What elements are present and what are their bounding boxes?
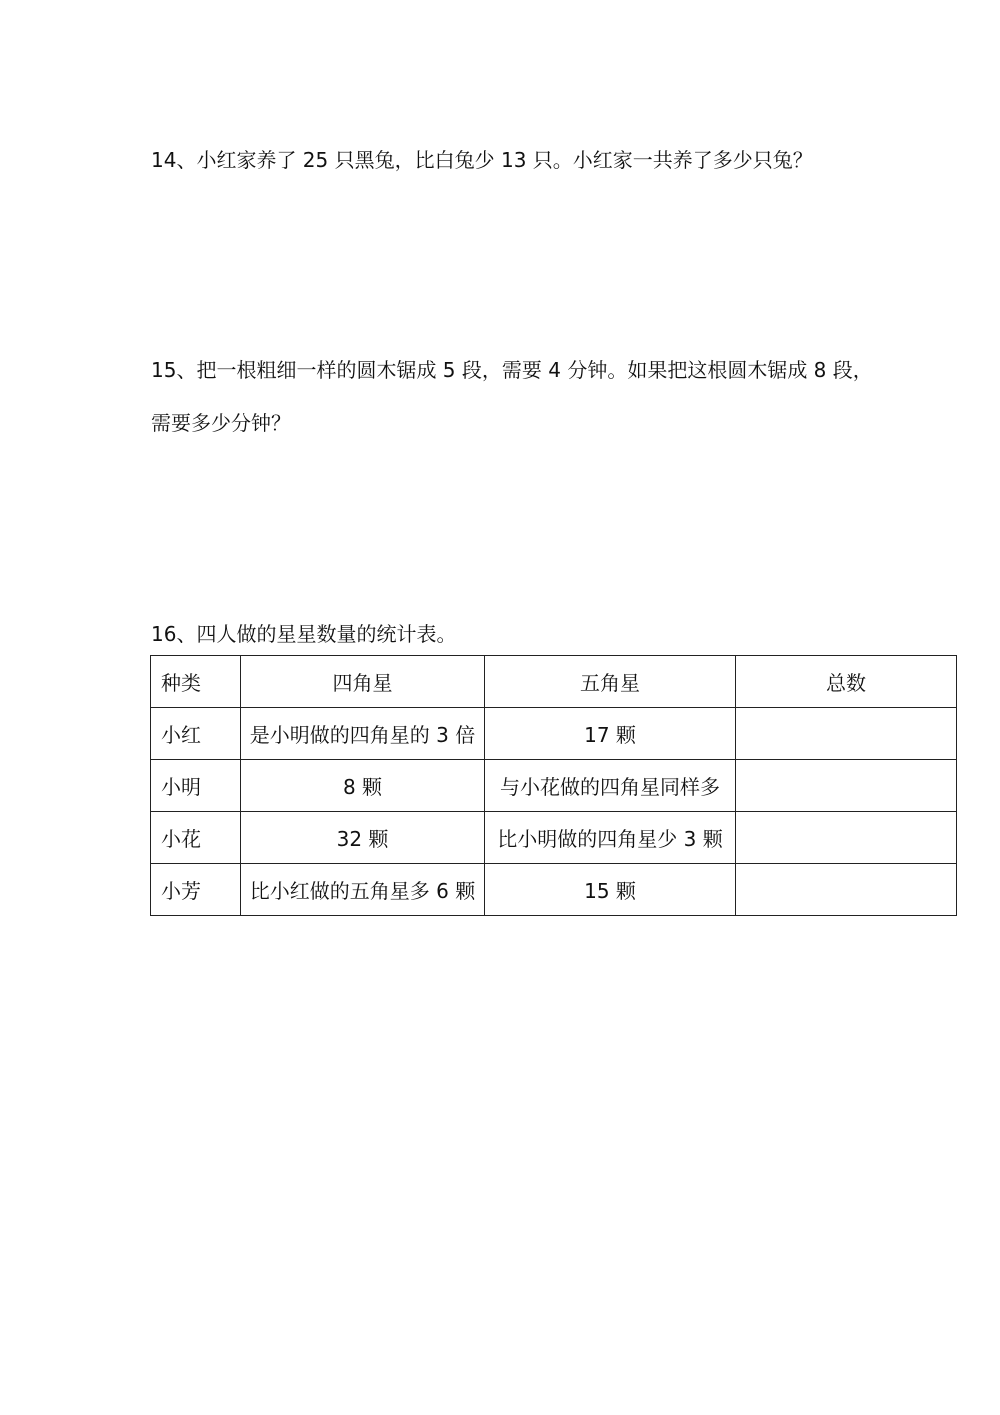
row-name: 小花: [151, 812, 241, 864]
row-four-point: 比小红做的五角星多 6 颗: [241, 864, 485, 916]
table-row: [151, 760, 957, 812]
row-total-blank[interactable]: [736, 812, 957, 864]
table-header-row: [151, 656, 957, 708]
row-five-point: 比小明做的四角星少 3 颗: [485, 812, 736, 864]
row-five-point: 17 颗: [485, 708, 736, 760]
row-name: 小芳: [151, 864, 241, 916]
header-total: 总数: [736, 656, 957, 708]
row-five-point: 与小花做的四角星同样多: [485, 760, 736, 812]
row-total-blank[interactable]: [736, 760, 957, 812]
table-row: [151, 812, 957, 864]
row-name: 小明: [151, 760, 241, 812]
table-row: [151, 708, 957, 760]
header-five-point-star: 五角星: [485, 656, 736, 708]
header-type: 种类: [151, 656, 241, 708]
question-15-line-2: 需要多少分钟？: [151, 411, 291, 435]
header-four-point-star: 四角星: [241, 656, 485, 708]
row-total-blank[interactable]: [736, 708, 957, 760]
row-name: 小红: [151, 708, 241, 760]
question-14: 14、小红家养了 25 只黑兔，比白兔少 13 只。小红家一共养了多少只兔？: [151, 148, 813, 172]
row-total-blank[interactable]: [736, 864, 957, 916]
table-row: [151, 864, 957, 916]
row-four-point: 是小明做的四角星的 3 倍: [241, 708, 485, 760]
row-five-point: 15 颗: [485, 864, 736, 916]
question-15-line-1: 15、把一根粗细一样的圆木锯成 5 段，需要 4 分钟。如果把这根圆木锯成 8 段，: [151, 358, 873, 382]
row-four-point: 32 颗: [241, 812, 485, 864]
star-count-table: [150, 655, 957, 916]
question-16: 16、四人做的星星数量的统计表。: [151, 622, 457, 646]
row-four-point: 8 颗: [241, 760, 485, 812]
